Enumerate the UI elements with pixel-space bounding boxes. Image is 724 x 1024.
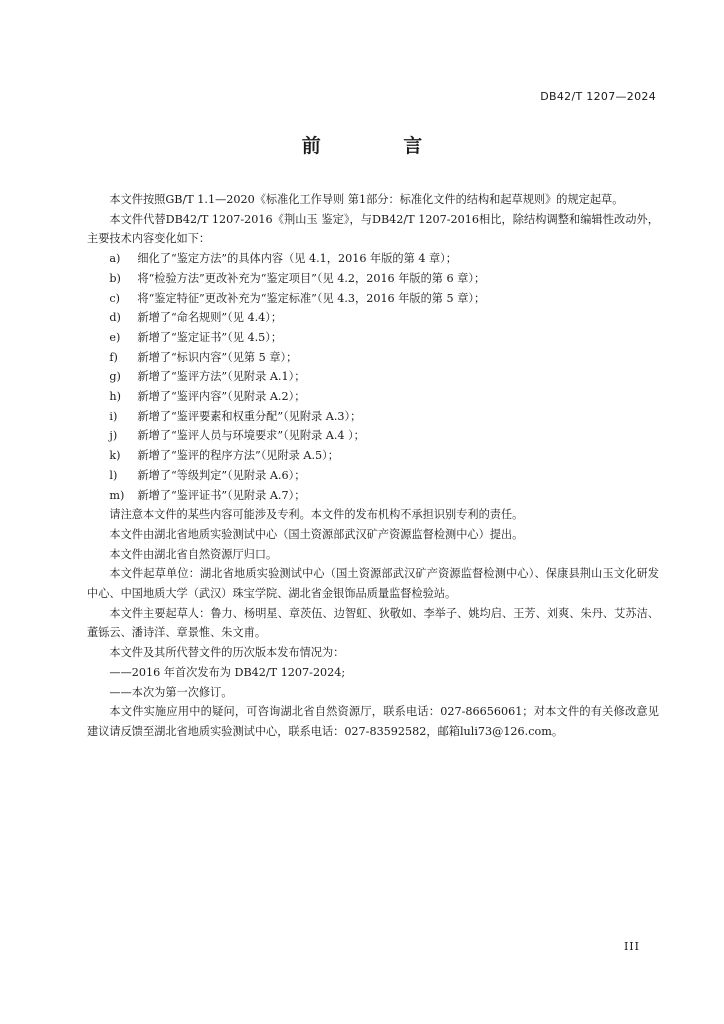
list-item-marker: j) (109, 429, 118, 443)
list-item-marker: m) (109, 488, 125, 502)
list-item-marker: a) (109, 252, 121, 266)
list-item-text: 新增了“鉴定证书”（见 4.5）； (137, 330, 283, 344)
list-item-marker: h) (109, 390, 121, 404)
list-item-text: 新增了“鉴评人员与环境要求”（见附录 A.4 ）； (137, 429, 365, 443)
list-item (87, 387, 659, 407)
list-item-marker: k) (109, 449, 121, 463)
list-item-text: 新增了“标识内容”（见第 5 章）； (137, 350, 298, 364)
list-item-text: 将“检验方法”更改补充为“鉴定项目”（见 4.2，2016 年版的第 6 章）； (137, 271, 486, 285)
list-item (87, 486, 659, 506)
contact-paragraph: 本文件实施应用中的疑问，可咨询湖北省自然资源厅，联系电话：027-86656061；对本文件的有关修改意见建议请反馈至湖北省地质实验测试中心，联系电话：027-83592582，邮箱luli73@126.com。 (87, 705, 659, 738)
list-item (87, 249, 659, 269)
list-item-marker: d) (109, 311, 121, 325)
patent-notice-paragraph: 请注意本文件的某些内容可能涉及专利。本文件的发布机构不承担识别专利的责任。 (109, 508, 524, 522)
list-item (87, 466, 659, 486)
drafters-paragraph: 本文件主要起草人：鲁力、杨明星、章茨伍、边智虹、狄敬如、李举子、姚均启、王芳、刘爽、朱丹、艾苏洁、董铄云、潘诗洋、章景惟、朱文甫。 (87, 606, 659, 640)
list-item (87, 328, 659, 348)
list-item-text: 细化了“鉴定方法”的具体内容（见 4.1，2016 年版的第 4 章）； (137, 252, 457, 266)
list-item-text: 新增了“鉴评的程序方法”（见附录 A.5）； (137, 449, 339, 463)
list-item-text: 新增了“鉴评证书”（见附录 A.7）； (137, 488, 306, 502)
list-item-marker: f) (109, 350, 118, 364)
list-item (87, 269, 659, 289)
proposer-paragraph: 本文件由湖北省地质实验测试中心（国土资源部武汉矿产资源监督检测中心）提出。 (109, 527, 524, 541)
list-item-text: 新增了“等级判定”（见附录 A.6）； (137, 468, 306, 482)
list-item-marker: e) (109, 330, 121, 344)
list-item-marker: b) (109, 271, 121, 285)
list-item (87, 446, 659, 466)
page-number: III (623, 940, 640, 953)
list-item (87, 426, 659, 446)
intro-paragraph-replacement: 本文件代替DB42/T 1207-2016《荆山玉 鉴定》，与DB42/T 1207-2016相比，除结构调整和编辑性改动外，主要技术内容变化如下： (87, 212, 659, 246)
document-body (87, 190, 659, 742)
version-history-intro-paragraph: 本文件及其所代替文件的历次版本发布情况为： (109, 646, 345, 660)
list-item-text: 新增了“命名规则”（见 4.4）； (137, 311, 283, 325)
list-item-text: 将“鉴定特征”更改补充为“鉴定标准”（见 4.3，2016 年版的第 5 章）； (137, 291, 486, 305)
list-item-marker: g) (109, 370, 121, 384)
document-code: DB42/T 1207—2024 (540, 90, 656, 103)
page-title: 前 言 (301, 135, 461, 157)
list-item (87, 367, 659, 387)
list-item-marker: l) (109, 468, 118, 482)
changes-list (87, 249, 659, 505)
version-history-item: ——2016 年首次发布为 DB42/T 1207-2024; (109, 665, 346, 679)
list-item (87, 407, 659, 427)
list-item-marker: c) (109, 291, 121, 305)
centralized-management-paragraph: 本文件由湖北省自然资源厅归口。 (109, 547, 278, 561)
list-item (87, 348, 659, 368)
list-item-text: 新增了“鉴评内容”（见附录 A.2）； (137, 390, 306, 404)
list-item (87, 308, 659, 328)
version-history-item: ——本次为第一次修订。 (109, 685, 233, 699)
intro-paragraph-drafting-rules: 本文件按照GB/T 1.1—2020《标准化工作导则 第1部分：标准化文件的结构和起草规则》的规定起草。 (109, 193, 624, 206)
list-item-text: 新增了“鉴评要素和权重分配”（见附录 A.3）； (137, 409, 362, 423)
list-item-marker: i) (109, 409, 118, 423)
list-item-text: 新增了“鉴评方法”（见附录 A.1）； (137, 370, 306, 384)
list-item (87, 289, 659, 309)
drafting-units-paragraph: 本文件起草单位：湖北省地质实验测试中心（国土资源部武汉矿产资源监督检测中心）、保康县荆山玉文化研发中心、中国地质大学（武汉）珠宝学院、湖北省金银饰品质量监督检验站。 (87, 567, 659, 601)
